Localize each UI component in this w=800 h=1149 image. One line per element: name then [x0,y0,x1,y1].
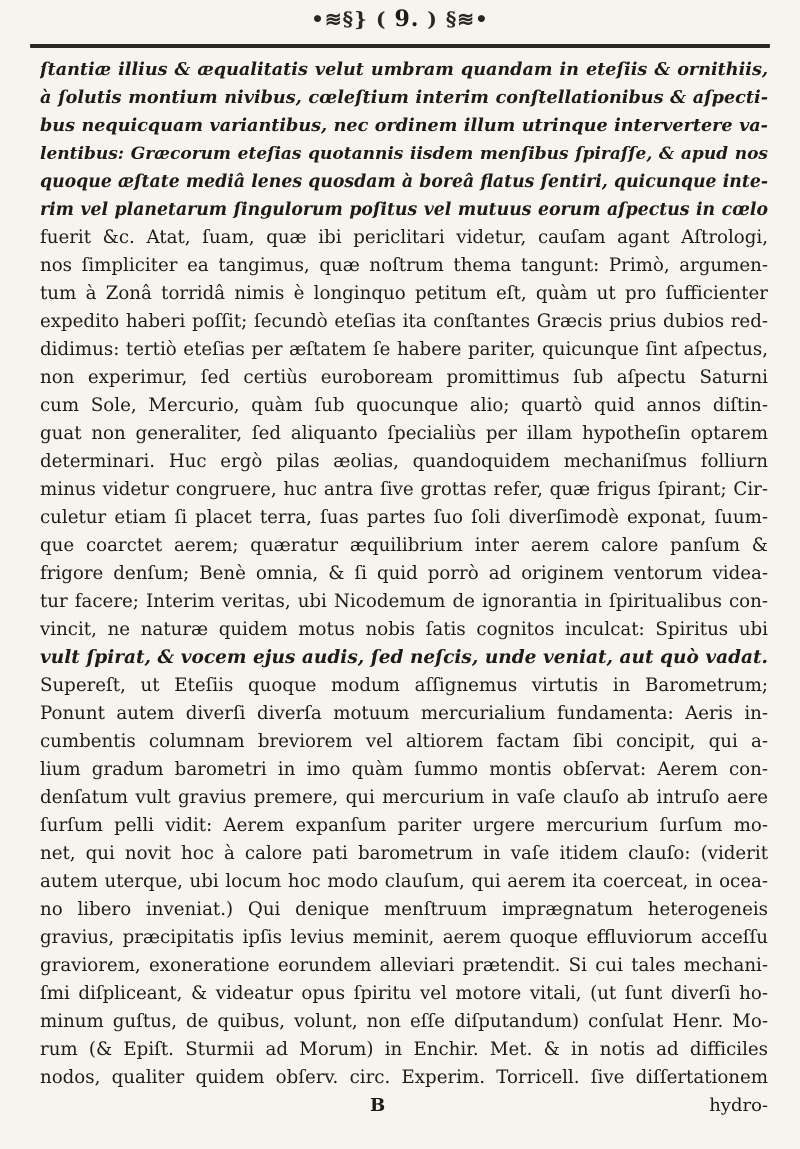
header-ornament-right: ) §≋• [427,7,489,31]
text-line: denſatum vult gravius premere, qui mercurium in vaſe clauſo ab intruſo aere [40,787,768,808]
text-line: didimus: tertiò eteſias per æſtatem ſe habere pariter, quicunque ſint aſpectus, [40,339,768,360]
text-line: autem uterque, ubi locum hoc modo clauſum, qui aerem ita coerceat, in ocea- [40,871,768,892]
text-line: determinari. Huc ergò pilas æolias, quandoquidem mechaniſmus folliurn [40,451,768,472]
text-line: vult ſpirat, & vocem ejus audis, ſed neſcis, unde veniat, aut quò vadat. [40,647,768,668]
text-line: tum à Zonâ torridâ nimis è longinquo petitum eſt, quàm ut pro ſufficienter [40,283,768,304]
text-line: fuerit &c. Atat, ſuam, quæ ibi periclitari videtur, cauſam agant Aſtrologi, [40,227,768,248]
catchword: hydro- [709,1095,768,1116]
text-line: minus videtur congruere, huc antra ſive grottas refer, quæ frigus ſpirant; Cir- [40,479,768,500]
text-line: vincit, ne naturæ quidem motus nobis ſatis cognitos inculcat: Spiritus ubi [40,619,768,640]
text-line: ſtantiæ illius & æqualitatis velut umbram quandam in eteſiis & ornithiis, [40,59,768,80]
text-line: net, qui novit hoc à calore pati barometrum in vaſe itidem clauſo: (viderit [40,843,768,864]
text-line: graviorem, exoneratione eorundem alleviari prætendit. Si cui tales mechani- [40,955,768,976]
page-header [0,6,800,32]
text-line: minum guſtus, de quibus, volunt, non eſſe diſputandum) conſulat Henr. Mo- [40,1011,768,1032]
text-line: culetur etiam ſi placet terra, ſuas partes ſuo ſoli diverſimodè exponat, ſuum- [40,507,768,528]
text-line: bus nequicquam variantibus, nec ordinem illum utrinque intervertere va- [40,115,768,136]
text-line: à ſolutis montium nivibus, cœleſtium interim conſtellationibus & aſpecti- [40,87,768,108]
page-number: 9. [394,6,420,32]
header-ornament-left: •≋§} ( [311,7,387,31]
text-line: guat non generaliter, ſed aliquanto ſpecialiùs per illam hypotheſin optarem [40,423,768,444]
text-line: no libero inveniat.) Qui denique menſtruum imprægnatum heterogeneis [40,899,768,920]
text-line: lentibus: Græcorum eteſias quotannis iisdem menſibus ſpiraſſe, & apud nos [40,144,768,164]
text-line: rum (& Epiſt. Sturmii ad Morum) in Enchir. Met. & in notis ad difficiles [40,1039,768,1060]
body-text [40,56,768,1092]
text-line: expedito haberi poſſit; ſecundò eteſias ita conſtantes Græcis prius dubios red- [40,311,768,332]
text-line: gravius, præcipitatis ipſis levius meminit, aerem quoque effluviorum acceſſu [40,927,768,948]
text-line: cumbentis columnam breviorem vel altiorem factam ſibi concipit, qui a- [40,731,768,752]
text-line: lium gradum barometri in imo quàm ſummo montis obſervat: Aerem con- [40,759,768,780]
text-line: quoque æſtate mediâ lenes quosdam à boreâ flatus ſentiri, quicunque inte- [40,172,768,192]
text-line: nos ſimpliciter ea tangimus, quæ noſtrum thema tangunt: Primò, argumen- [40,255,768,276]
text-line: frigore denſum; Benè omnia, & ſi quid porrò ad originem ventorum videa- [40,563,768,584]
text-line: cum Sole, Mercurio, quàm ſub quocunque alio; quartò quid annos diſtin- [40,395,768,416]
text-line: que coarctet aerem; quæratur æquilibrium inter aerem calore panſum & [40,535,768,556]
text-line: rim vel planetarum ſingulorum poſitus vel mutuus eorum aſpectus in cœlo [40,200,768,220]
signature-mark: B [370,1095,386,1116]
text-line: Ponunt autem diverſi diverſa motuum mercurialium fundamenta: Aeris in- [40,703,768,724]
text-line: ſurſum pelli vidit: Aerem expanſum pariter urgere mercurium ſurſum mo- [40,815,768,836]
text-line: tur facere; Interim veritas, ubi Nicodemum de ignorantia in ſpiritualibus con- [40,591,768,612]
header-rule [30,44,770,48]
text-line: ſmi diſpliceant, & videatur opus ſpiritu vel motore vitali, (ut ſunt diverſi ho- [40,983,768,1004]
text-line: non experimur, ſed certiùs euroboream promittimus ſub aſpectu Saturni [40,367,768,388]
text-line: Supereſt, ut Eteſiis quoque modum aſſignemus virtutis in Barometrum; [40,675,768,696]
text-line: nodos, qualiter quidem obſerv. circ. Experim. Torricell. ſive diſſertationem [40,1067,768,1088]
page-footer [40,1095,768,1123]
